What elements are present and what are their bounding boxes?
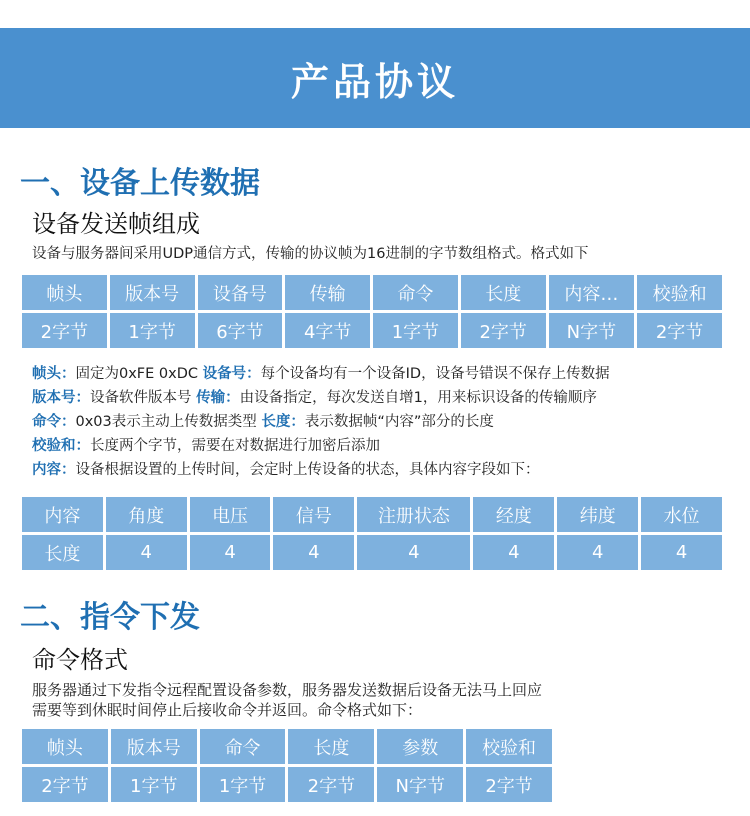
- content-fields-table: [19, 494, 725, 573]
- table-cell: 4: [106, 535, 187, 570]
- table-cell: 1字节: [200, 767, 286, 802]
- section1-intro: 设备与服务器间采用UDP通信方式，传输的协议帧为16进制的字节数组格式。格式如下: [32, 246, 589, 262]
- table-cell: 4: [357, 535, 470, 570]
- section1-title: 一、设备上传数据: [20, 166, 260, 201]
- section2-intro-line: 服务器通过下发指令远程配置设备参数，服务器发送数据后设备无法马上回应: [32, 681, 543, 699]
- table-cell: 6字节: [198, 313, 283, 348]
- definition-line: [32, 386, 610, 410]
- table-header-cell: 纬度: [557, 497, 638, 532]
- definition-line: [32, 434, 610, 458]
- table-header-cell: 帧头: [22, 275, 107, 310]
- definition-value: 表示数据帧“内容”部分的长度: [304, 414, 494, 430]
- table-header-cell: 经度: [473, 497, 554, 532]
- table-cell: 1字节: [373, 313, 458, 348]
- table-cell: 2字节: [288, 767, 374, 802]
- definition-value: 设备根据设置的上传时间，会定时上传设备的状态，具体内容字段如下：: [75, 462, 540, 478]
- table-header-cell: 命令: [373, 275, 458, 310]
- section2-intro-line: 需要等到休眠时间停止后接收命令并返回。命令格式如下：: [32, 701, 423, 719]
- content-table-value-row: [22, 535, 722, 570]
- table-header-cell: 角度: [106, 497, 187, 532]
- definition-value: 0x03表示主动上传数据类型: [75, 414, 262, 430]
- table-cell: 2字节: [22, 313, 107, 348]
- section2-title: 二、指令下发: [20, 600, 200, 635]
- definition-value: 设备软件版本号: [90, 390, 197, 406]
- field-definitions: [32, 362, 610, 482]
- definition-line: [32, 458, 610, 482]
- section1-subtitle: 设备发送帧组成: [32, 210, 200, 238]
- definition-key: 内容：: [32, 462, 76, 478]
- table-header-cell: 信号: [273, 497, 354, 532]
- table-cell: 4: [557, 535, 638, 570]
- table-header-cell: 校验和: [466, 729, 552, 764]
- table-cell: 4: [190, 535, 271, 570]
- definition-key: 帧头：: [32, 366, 76, 382]
- definition-line: [32, 362, 610, 386]
- definition-value: 由设备指定，每次发送自增1，用来标识设备的传输顺序: [239, 390, 597, 406]
- cmd-table-header-row: [22, 729, 552, 764]
- definition-key: 命令：: [32, 414, 76, 430]
- definition-value: 固定为0xFE 0xDC: [75, 366, 203, 382]
- content-table-header-row: [22, 497, 722, 532]
- table-cell: 2字节: [22, 767, 108, 802]
- table-cell: 2字节: [466, 767, 552, 802]
- page-title: 产品协议: [290, 59, 459, 104]
- table-cell: 2字节: [461, 313, 546, 348]
- table-header-cell: 内容: [22, 497, 103, 532]
- table-cell: 4: [273, 535, 354, 570]
- definition-value: 每个设备均有一个设备ID，设备号错误不保存上传数据: [260, 366, 610, 382]
- table-cell: 长度: [22, 535, 103, 570]
- table-cell: 2字节: [637, 313, 722, 348]
- table-header-cell: 帧头: [22, 729, 108, 764]
- definition-key: 长度：: [261, 414, 305, 430]
- section2-subtitle: 命令格式: [32, 646, 128, 674]
- table-cell: 4: [641, 535, 722, 570]
- definition-value: 长度两个字节，需要在对数据进行加密后添加: [90, 438, 380, 454]
- table-header-cell: 电压: [190, 497, 271, 532]
- page-banner: [0, 28, 750, 128]
- table-header-cell: 长度: [461, 275, 546, 310]
- table-cell: 1字节: [111, 767, 197, 802]
- table-cell: 4: [473, 535, 554, 570]
- table-cell: 1字节: [110, 313, 195, 348]
- definition-line: [32, 410, 610, 434]
- table-header-cell: 命令: [200, 729, 286, 764]
- definition-key: 版本号：: [32, 390, 90, 406]
- frame-table-value-row: [22, 313, 722, 348]
- definition-key: 设备号：: [202, 366, 261, 382]
- table-cell: N字节: [377, 767, 463, 802]
- table-header-cell: 长度: [288, 729, 374, 764]
- table-cell: N字节: [549, 313, 635, 348]
- table-header-cell: 水位: [641, 497, 722, 532]
- table-header-cell: 版本号: [111, 729, 197, 764]
- table-header-cell: 传输: [285, 275, 370, 310]
- table-cell: 4字节: [285, 313, 370, 348]
- table-header-cell: 校验和: [637, 275, 722, 310]
- frame-format-table: [19, 272, 725, 351]
- definition-key: 传输：: [196, 390, 240, 406]
- table-header-cell: 注册状态: [357, 497, 470, 532]
- table-header-cell: 内容…: [549, 275, 635, 310]
- definition-key: 校验和：: [32, 438, 90, 454]
- cmd-table-value-row: [22, 767, 552, 802]
- frame-table-header-row: [22, 275, 722, 310]
- table-header-cell: 版本号: [110, 275, 195, 310]
- table-header-cell: 设备号: [198, 275, 283, 310]
- table-header-cell: 参数: [377, 729, 463, 764]
- command-format-table: [19, 726, 555, 805]
